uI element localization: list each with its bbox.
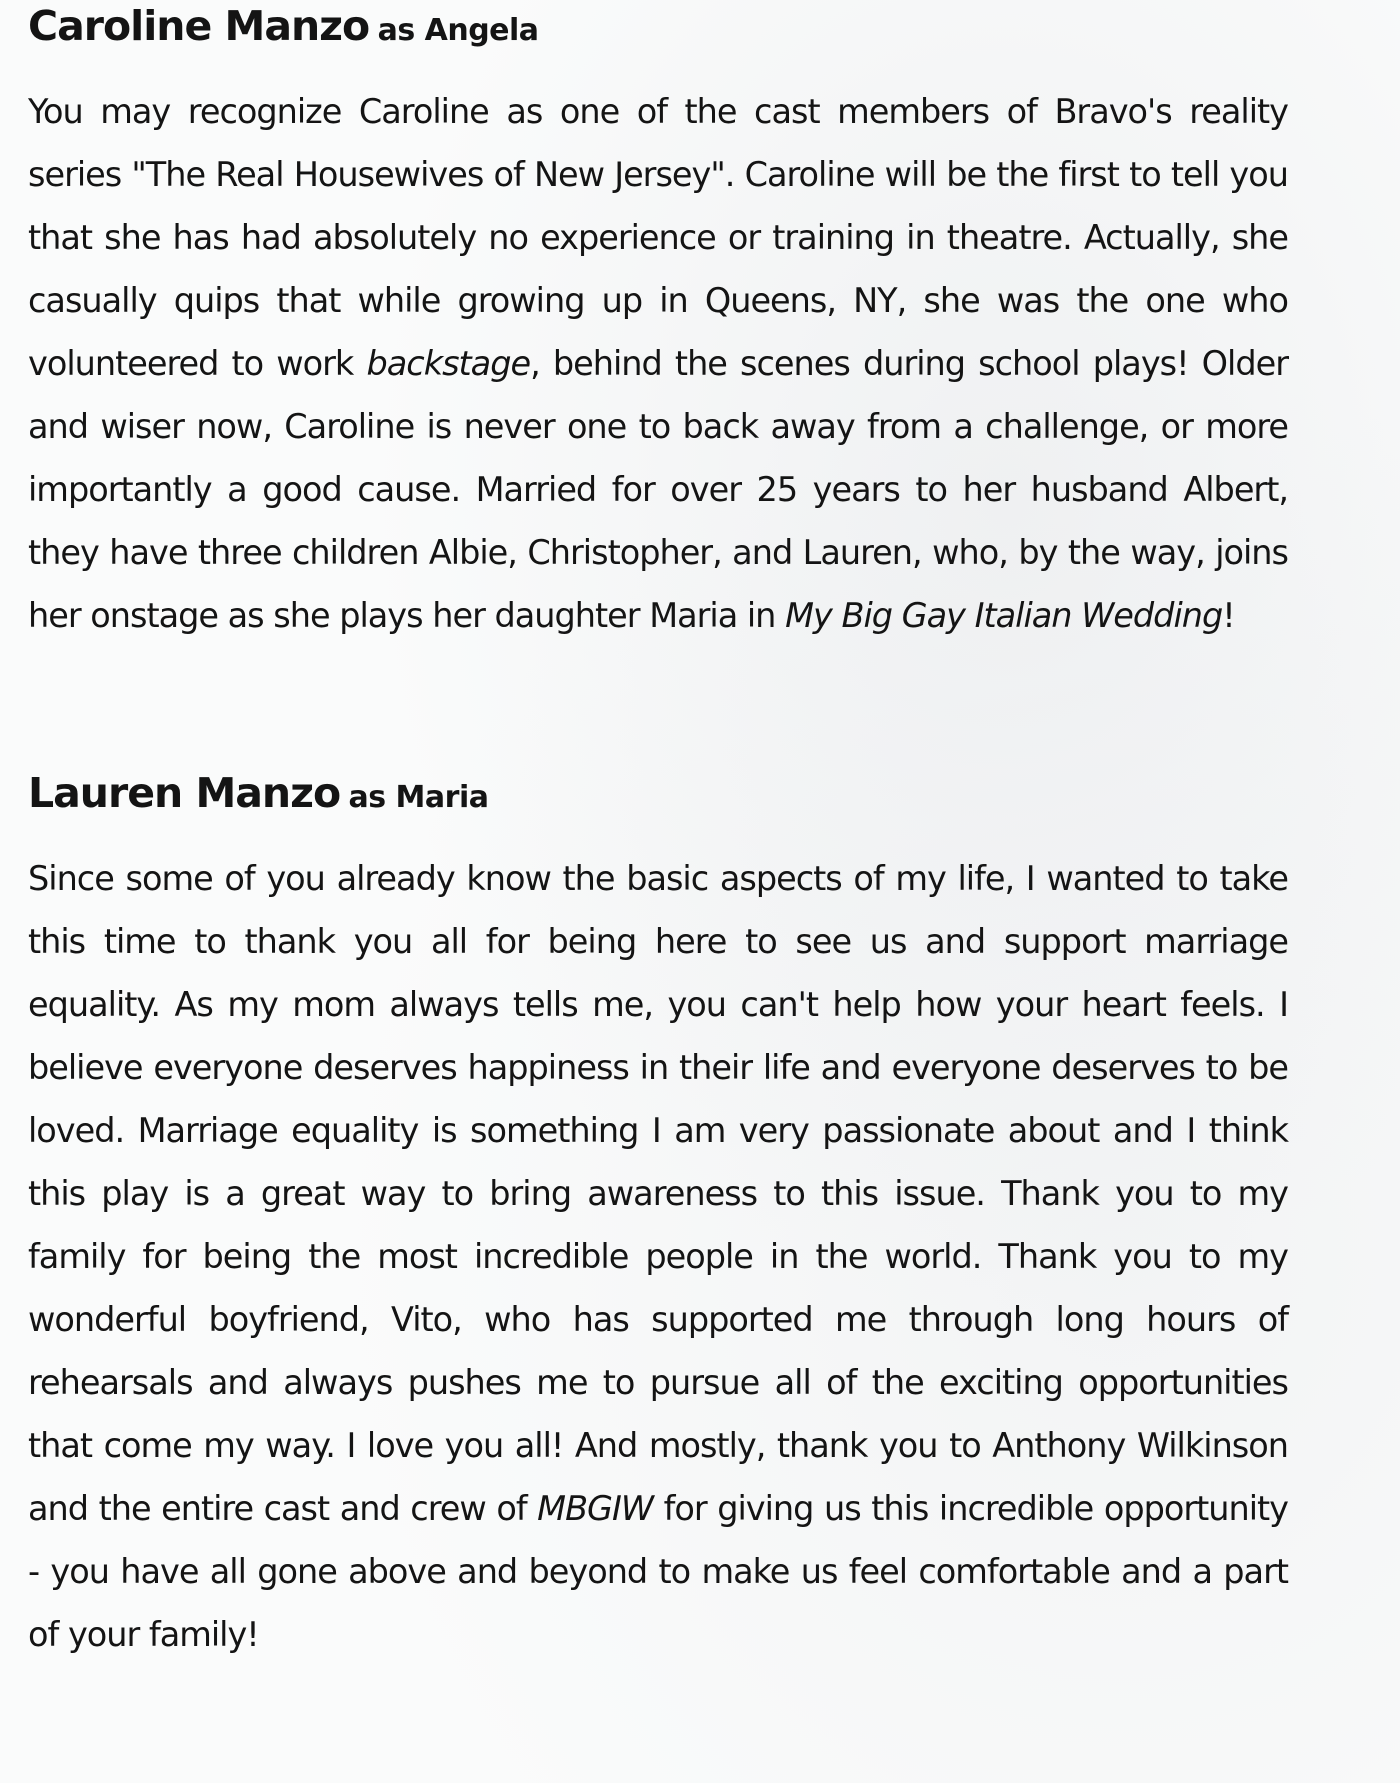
bio-text-italic: backstage	[366, 344, 531, 383]
bio-caroline-manzo	[28, 0, 1288, 647]
bio-lauren-manzo	[28, 767, 1288, 1666]
show-title: My Big Gay Italian Wedding	[785, 596, 1223, 635]
actor-name: Lauren Manzo	[28, 769, 341, 817]
bio-paragraph	[28, 80, 1288, 647]
bio-text-run: !	[1222, 596, 1235, 635]
character-role: as Maria	[348, 780, 489, 815]
bio-text-run: You may recognize Caroline as one of the cast members of Bravo's reality series "The Real Housewives of New Jersey". Caroline will be the first to tell you that she has had absolutely no experience or training in theatre. Actually, she casually quips that while growing up in Queens, NY, she was the one who volunteered to work	[28, 92, 1288, 383]
bio-heading	[28, 0, 1288, 52]
character-role: as Angela	[377, 13, 539, 48]
bio-text-run: Since some of you already know the basic aspects of my life, I wanted to take this time to thank you all for being here to see us and support marriage equality. As my mom always tells me, you can't help how your heart feels. I believe everyone deserves happiness in their life and everyone deserves to be loved. Marriage equality is something I am very passionate about and I think this play is a great way to bring awareness to this issue. Thank you to my family for being the most incredible people in the world. Thank you to my wonderful boyfriend, Vito, who has supported me through long hours of rehearsals and always pushes me to pursue all of the exciting opportunities that come my way. I love you all! And mostly, thank you to Anthony Wilkinson and the entire cast and crew of	[28, 859, 1288, 1528]
bio-text-run: , behind the scenes during school plays! Older and wiser now, Caroline is never one to back away from a challenge, or more importantly a good cause. Married for over 25 years to her husband Albert, they have three children Albie, Christopher, and Lauren, who, by the way, joins her onstage as she plays her daughter Maria in	[28, 344, 1288, 635]
actor-name: Caroline Manzo	[28, 2, 370, 50]
bio-paragraph	[28, 847, 1288, 1666]
show-abbreviation: MBGIW	[537, 1489, 654, 1528]
bio-text-run: for giving us this incredible opportunity - you have all gone above and beyond to make us feel comfortable and a part of your family!	[28, 1489, 1288, 1654]
bio-heading	[28, 767, 1288, 819]
